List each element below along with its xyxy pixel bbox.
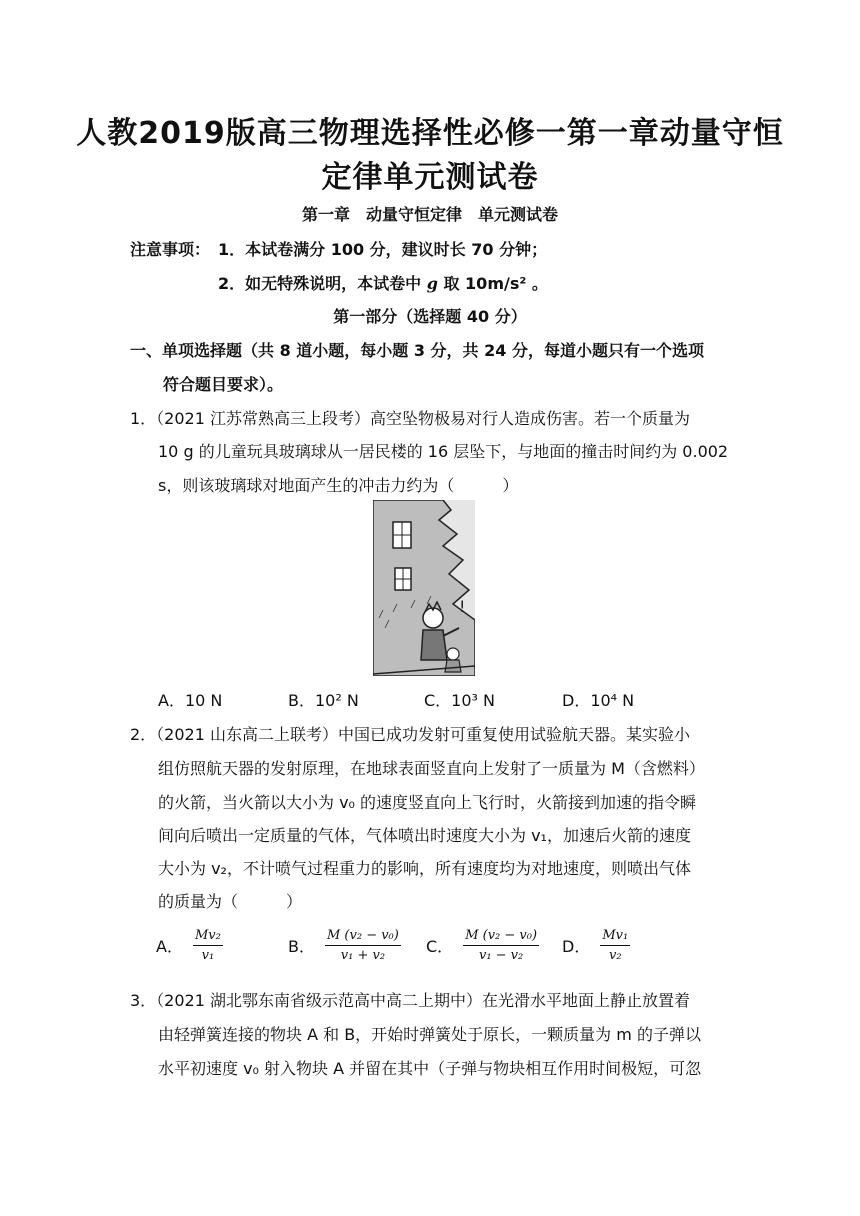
q2-line4: 间向后喷出一定质量的气体，气体喷出时速度大小为 v₁，加速后火箭的速度 xyxy=(158,826,691,845)
q1-line2: 10 g 的儿童玩具玻璃球从一居民楼的 16 层坠下，与地面的撞击时间约为 0.002 xyxy=(158,442,729,461)
q2-line3: 的火箭，当火箭以大小为 v₀ 的速度竖直向上飞行时，火箭接到加速的指令瞬 xyxy=(158,793,697,812)
notes-item-2: 2．如无特殊说明，本试卷中 g 取 10m/s² 。 xyxy=(218,274,548,293)
document-subtitle: 第一章 动量守恒定律 单元测试卷 xyxy=(301,205,558,224)
q2-line6: 的质量为（ ） xyxy=(158,892,303,911)
q2-option-b-label: B． xyxy=(288,937,315,956)
q1-line1: 1．（2021 江苏常熟高三上段考）高空坠物极易对行人造成伤害。若一个质量为 xyxy=(130,409,690,428)
q2-option-d-label: D． xyxy=(562,937,591,956)
q2-option-a-fraction: $\frac{\text{Mv₂}}{\text{v₁}}$ xyxy=(194,928,221,963)
q2-option-a-label: A． xyxy=(156,937,183,956)
q1-option-a: A．10 N xyxy=(158,691,223,710)
q2-option-b xyxy=(288,928,401,963)
q2-line2: 组仿照航天器的发射原理，在地球表面竖直向上发射了一质量为 M（含燃料） xyxy=(158,759,705,778)
part1-heading: 第一部分（选择题 40 分） xyxy=(333,307,527,326)
section-heading-line2: 符合题目要求）。 xyxy=(163,375,284,394)
q2-option-c-label: C． xyxy=(426,937,454,956)
section-heading-line1: 一、单项选择题（共 8 道小题，每小题 3 分，共 24 分，每道小题只有一个选项 xyxy=(130,341,704,360)
q2-option-b-fraction: $\frac{\text{M (v₂ − v₀)}}{\text{v₁ + v₂}}$ xyxy=(326,928,399,963)
q2-option-c xyxy=(426,928,539,963)
notes-item-1: 1．本试卷满分 100 分，建议时长 70 分钟； xyxy=(218,240,548,259)
q2-option-d xyxy=(562,928,630,963)
notes-label: 注意事项： xyxy=(130,240,211,259)
q2-line5: 大小为 v₂，不计喷气过程重力的影响，所有速度均为对地速度，则喷出气体 xyxy=(158,859,691,878)
q1-option-c: C．10³ N xyxy=(424,691,496,710)
q2-option-d-fraction: $\frac{\text{Mv₁}}{\text{v₂}}$ xyxy=(602,928,629,963)
q2-line1: 2．（2021 山东高二上联考）中国已成功发射可重复使用试验航天器。某实验小 xyxy=(130,725,690,744)
document-title-line2: 定律单元测试卷 xyxy=(321,160,539,195)
q1-line3: s，则该玻璃球对地面产生的冲击力约为（ ） xyxy=(158,476,519,495)
q2-option-a xyxy=(156,928,223,963)
q2-option-c-fraction: $\frac{\text{M (v₂ − v₀)}}{\text{v₁ − v₂}}$ xyxy=(465,928,538,963)
q3-line3: 水平初速度 v₀ 射入物块 A 并留在其中（子弹与物块相互作用时间极短，可忽 xyxy=(158,1059,702,1078)
q3-line1: 3．（2021 湖北鄂东南省级示范高中高二上期中）在光滑水平地面上静止放置着 xyxy=(130,991,690,1010)
q3-line2: 由轻弹簧连接的物块 A 和 B，开始时弹簧处于原长，一颗质量为 m 的子弹以 xyxy=(158,1025,701,1044)
q1-option-d: D．10⁴ N xyxy=(562,691,635,710)
q1-option-b: B．10² N xyxy=(288,691,359,710)
falling-object-illustration xyxy=(373,500,475,676)
svg-text:!: ! xyxy=(459,597,466,616)
document-title-line1: 人教2019版高三物理选择性必修一第一章动量守恒 xyxy=(76,116,784,151)
